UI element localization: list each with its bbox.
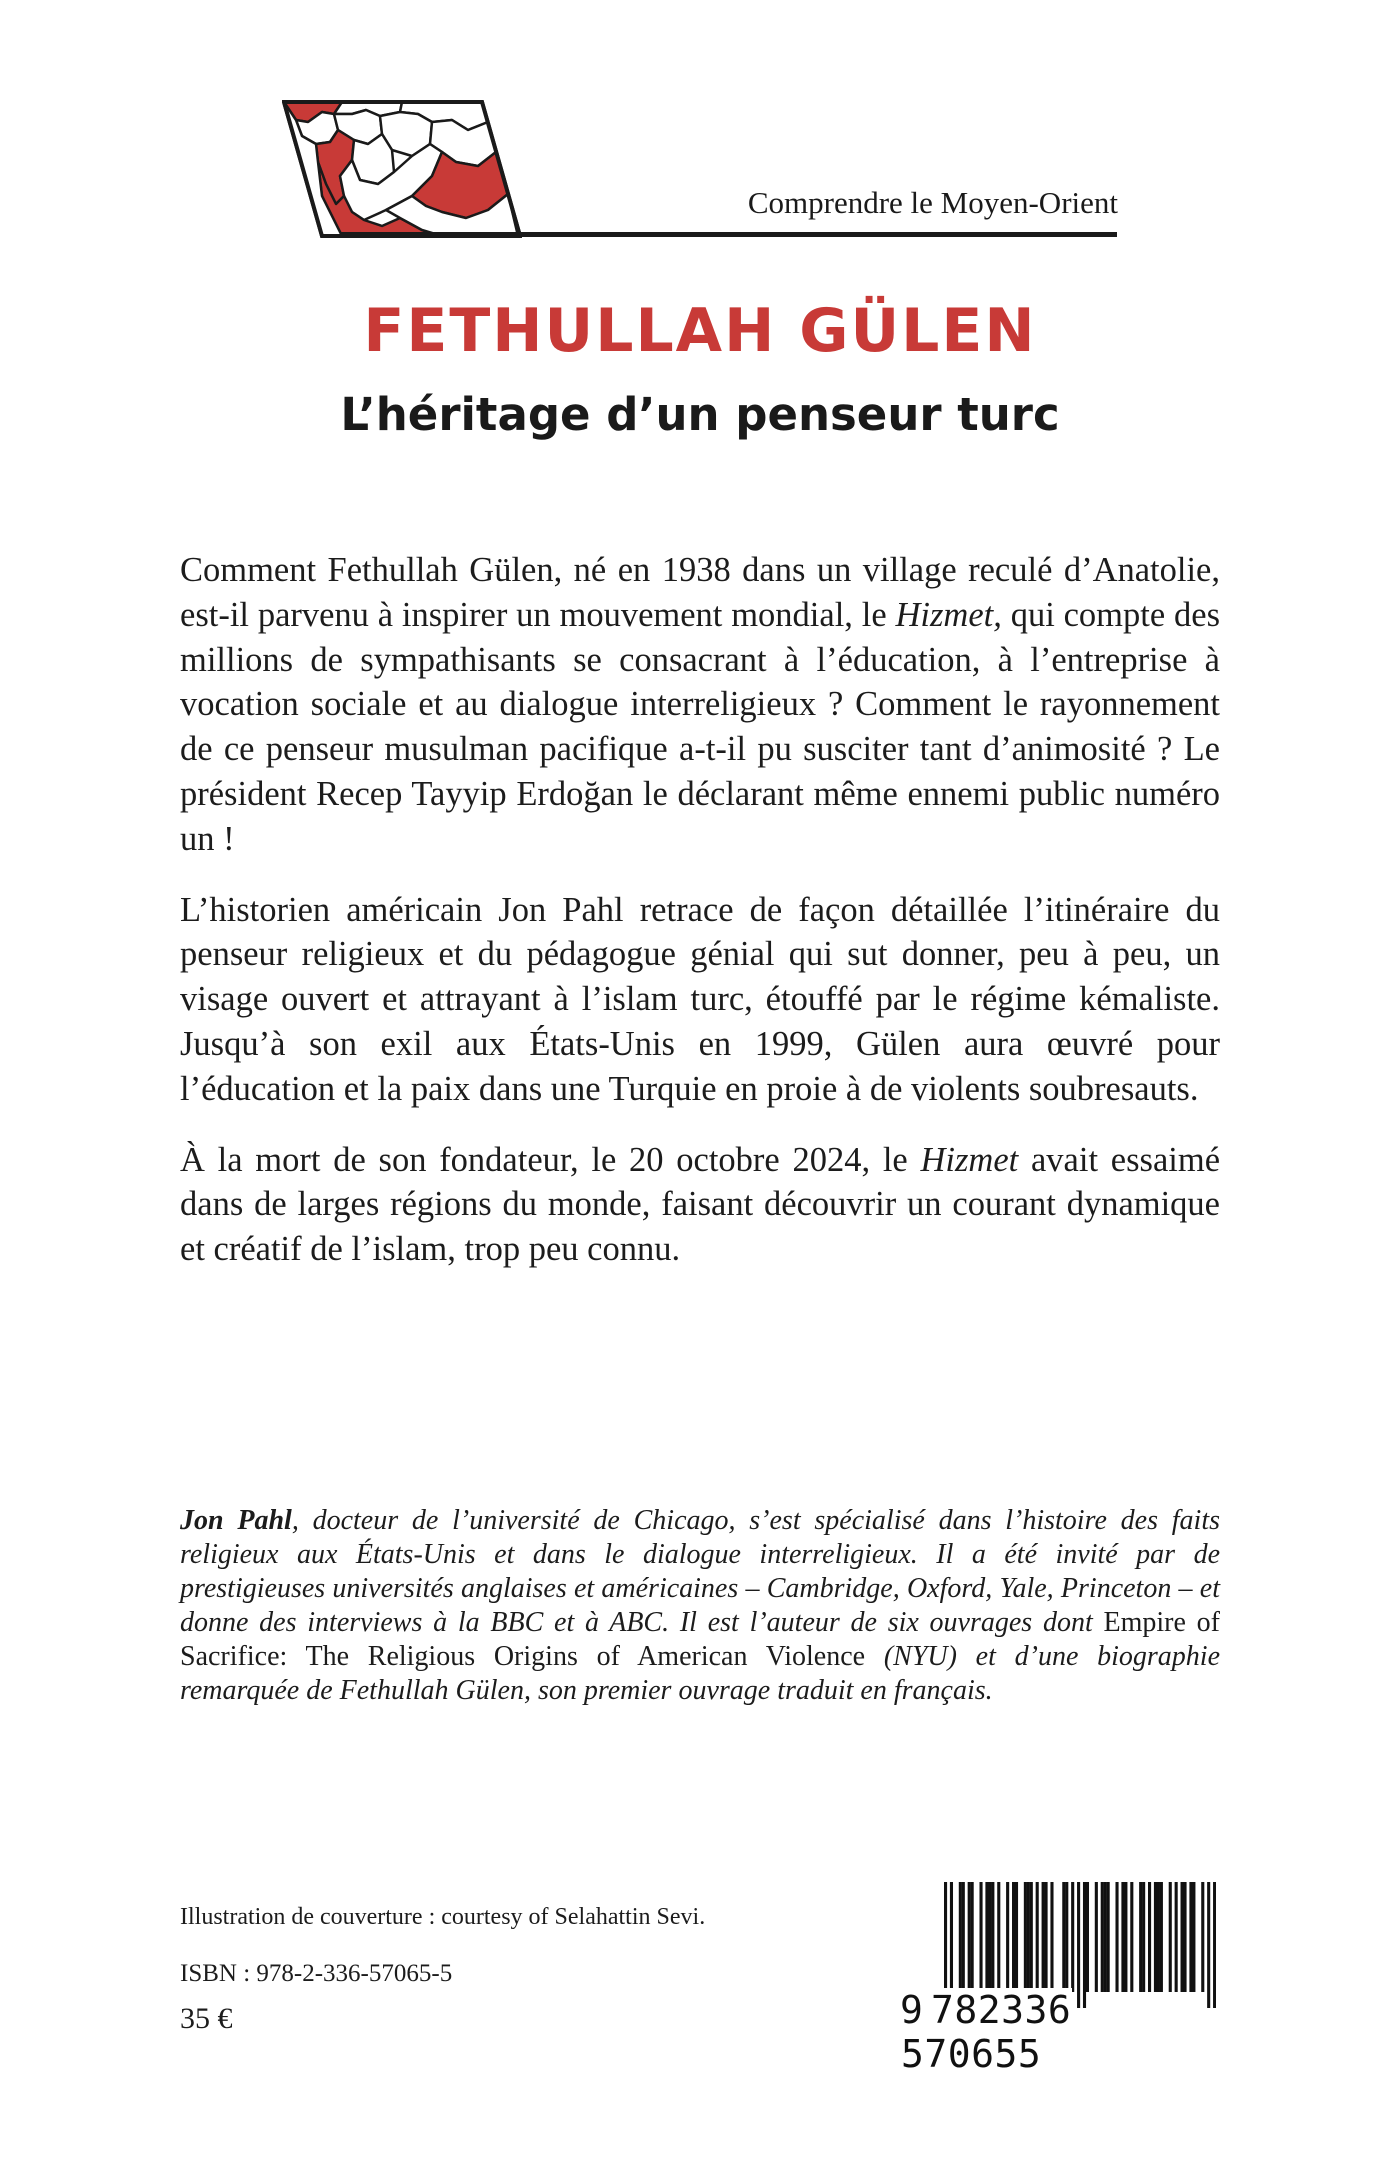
middle-east-map-icon: [282, 100, 522, 238]
header-rule: [340, 232, 1117, 237]
barcode-bar: [1006, 1882, 1009, 1992]
barcode-bar: [1121, 1882, 1124, 1992]
isbn: ISBN : 978-2-336-57065-5: [180, 1960, 453, 1987]
author-name: Jon Pahl: [180, 1505, 292, 1536]
barcode-bar: [1042, 1882, 1045, 1992]
barcode-bar: [1062, 1882, 1065, 1992]
barcode-bar: [1175, 1882, 1178, 1992]
barcode-bar: [1027, 1882, 1030, 1992]
series-name: Comprendre le Moyen-Orient: [747, 185, 1118, 220]
barcode-bar: [1183, 1882, 1186, 1992]
barcode-bar: [1124, 1882, 1127, 1992]
barcode-bar: [1139, 1882, 1142, 1992]
price: 35 €: [180, 2002, 233, 2035]
blurb-paragraph-3: À la mort de son fondateur, le 20 octobre 2024, le Hizmet avait essaimé dans de larges régions du monde, faisant découvrir un courant dynamique et créatif de l’islam, trop peu connu.: [180, 1140, 1221, 1269]
barcode-bar: [1154, 1882, 1157, 1992]
barcode-bar: [1189, 1882, 1192, 1992]
barcode-bar: [1130, 1882, 1133, 1992]
barcode-bar: [988, 1882, 991, 1992]
barcode-bar: [962, 1882, 965, 1992]
cover-credit: Illustration de couverture : courtesy of Selahattin Sevi.: [180, 1904, 706, 1930]
barcode-bar: [985, 1882, 988, 1992]
barcode-bar: [1050, 1882, 1053, 1992]
barcode-bar: [1160, 1882, 1163, 1992]
barcode-bar: [1201, 1882, 1204, 1992]
barcode-bar: [1101, 1882, 1104, 1992]
blurb-paragraph-1: Comment Fethullah Gülen, né en 1938 dans un village reculé d’Anatolie, est-il parvenu à inspirer un mouvement mondial, le Hizmet, qui compte des millions de sympathisants se consacrant à l’éducation, à l’entreprise à vocation sociale et au dialogue interreligieux ? Comment le rayonnement de ce penseur musulman pacifique a-t-il pu susciter tant d’animosité ? Le président Recep Tayyip Erdoğan le déclarant même ennemi public numéro un !: [180, 551, 1220, 858]
blurb: [180, 548, 1220, 1298]
barcode-bar: [1104, 1882, 1107, 1992]
barcode-bar: [1115, 1882, 1118, 1992]
barcode-bar: [1045, 1882, 1048, 1992]
author-book-title: Empire of Sacrifice: The Religious Origins of American Violence: [180, 1607, 1220, 1672]
barcode-bar: [968, 1882, 971, 1992]
barcode-bar: [1192, 1882, 1195, 1992]
barcode-bar: [1142, 1882, 1145, 1992]
barcode-digits: 9 782336 570655: [900, 1988, 1072, 2076]
book-subtitle: L’héritage d’un penseur turc: [340, 388, 1060, 441]
barcode-bar: [971, 1882, 974, 1992]
barcode-bar: [1071, 1882, 1074, 1992]
barcode-bar: [1107, 1882, 1110, 1992]
barcode-bar: [1030, 1882, 1033, 1992]
barcode-bar: [991, 1882, 994, 1992]
barcode-bar: [1024, 1882, 1027, 1992]
barcode-bar: [959, 1882, 962, 1992]
blurb-paragraph-2: L’historien américain Jon Pahl retrace de façon détaillée l’itinéraire du penseur religieux et du pédagogue génial qui sut donner, peu à peu, un visage ouvert et attrayant à l’islam turc, étouffé par le régime kémaliste. Jusqu’à son exil aux États-Unis en 1999, Gülen aura œuvré pour l’éducation et la paix dans une Turquie en proie à de violents soubresauts.: [180, 890, 1220, 1108]
book-title: FETHULLAH GÜLEN: [363, 296, 1037, 366]
barcode-bar: [1148, 1882, 1151, 1992]
barcode-bar: [1015, 1882, 1018, 1992]
barcode-bar: [979, 1882, 982, 1992]
barcode-bar: [1036, 1882, 1039, 1992]
author-bio: Jon Pahl, docteur de l’université de Chicago, s’est spécialisé dans l’histoire des faits religieux aux États-Unis et dans le dialogue interreligieux. Il a été invité par de prestigieuses universités anglaises et américaines – Cambridge, Oxford, Yale, Princeton – et donne des interviews à la BBC et à ABC. Il est l’auteur de six ouvrages dont Empire of Sacrifice: The Religious Origins of American Violence (NYU) et d’une biographie remarquée de Fethullah Gülen, son premier ouvrage traduit en français.: [180, 1505, 1220, 1706]
barcode: [900, 1882, 1220, 2076]
barcode-bar: [1065, 1882, 1068, 1992]
barcode-bar: [1012, 1882, 1015, 1992]
barcode-bar: [1181, 1882, 1184, 1992]
barcode-bar: [1086, 1882, 1089, 1992]
barcode-bar: [1157, 1882, 1160, 1992]
barcode-bar: [997, 1882, 1000, 1992]
barcode-bar: [1095, 1882, 1098, 1992]
barcode-bar: [1169, 1882, 1172, 1992]
